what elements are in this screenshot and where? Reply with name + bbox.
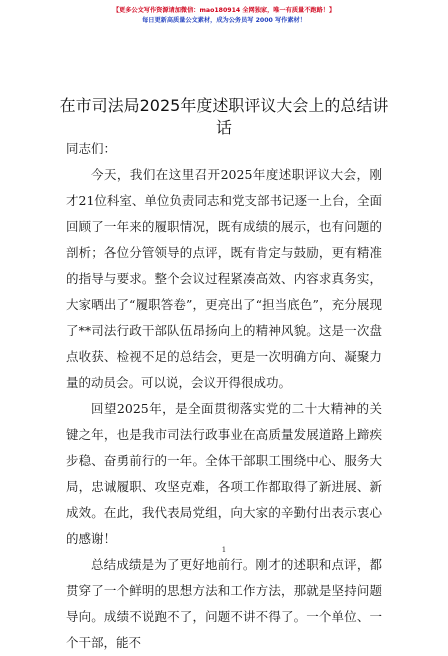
promo-banner (0, 6, 448, 26)
promo-line-2: 每日更新高质量公文素材，成为公务员写 2000 写作素材！ (142, 17, 306, 24)
page-number: 1 (221, 546, 227, 554)
paragraph-1: 今天，我们在这里召开2025年度述职评议大会，刚才21位科室、单位负责同志和党支部书记逐一上台，全面回顾了一年来的履职情况，既有成绩的展示，也有问题的剖析；各位分管领导的点评，既有肯定与鼓励，更有精准的指导与要求。整个会议过程紧凑高效、内容求真务实，大家晒出了“履职答卷”，更亮出了“担当底色”，充分展现了**司法行政干部队伍昂扬向上的精神风貌。这是一次盘点收获、检视不足的总结会，更是一次明确方向、凝聚力量的动员会。可以说，会议开得很成功。 (66, 167, 382, 390)
paragraph-3: 总结成绩是为了更好地前行。刚才的述职和点评，都贯穿了一个鲜明的思想方法和工作方法，那就是坚持问题导向。成绩不说跑不了，问题不讲不得了。一个单位、一个干部，能不 (66, 557, 382, 650)
document-body (66, 136, 382, 656)
paragraph-2: 回望2025年，是全面贯彻落实党的二十大精神的关键之年，也是我市司法行政事业在高质量发展道路上蹄疾步稳、奋勇前行的一年。全体干部职工围绕中心、服务大局，忠诚履职、攻坚克难，各项工作都取得了新进展、新成效。在此，我代表局党组，向大家的辛勤付出表示衷心的感谢！ (66, 401, 382, 546)
document-title: 在市司法局2025年度述职评议大会上的总结讲话 (59, 95, 389, 137)
greeting: 同志们： (66, 141, 117, 156)
promo-line-1: 【更多公文写作资源请加微信：mao180914 全网独家，唯一有质量不跑路！】 (112, 7, 336, 14)
